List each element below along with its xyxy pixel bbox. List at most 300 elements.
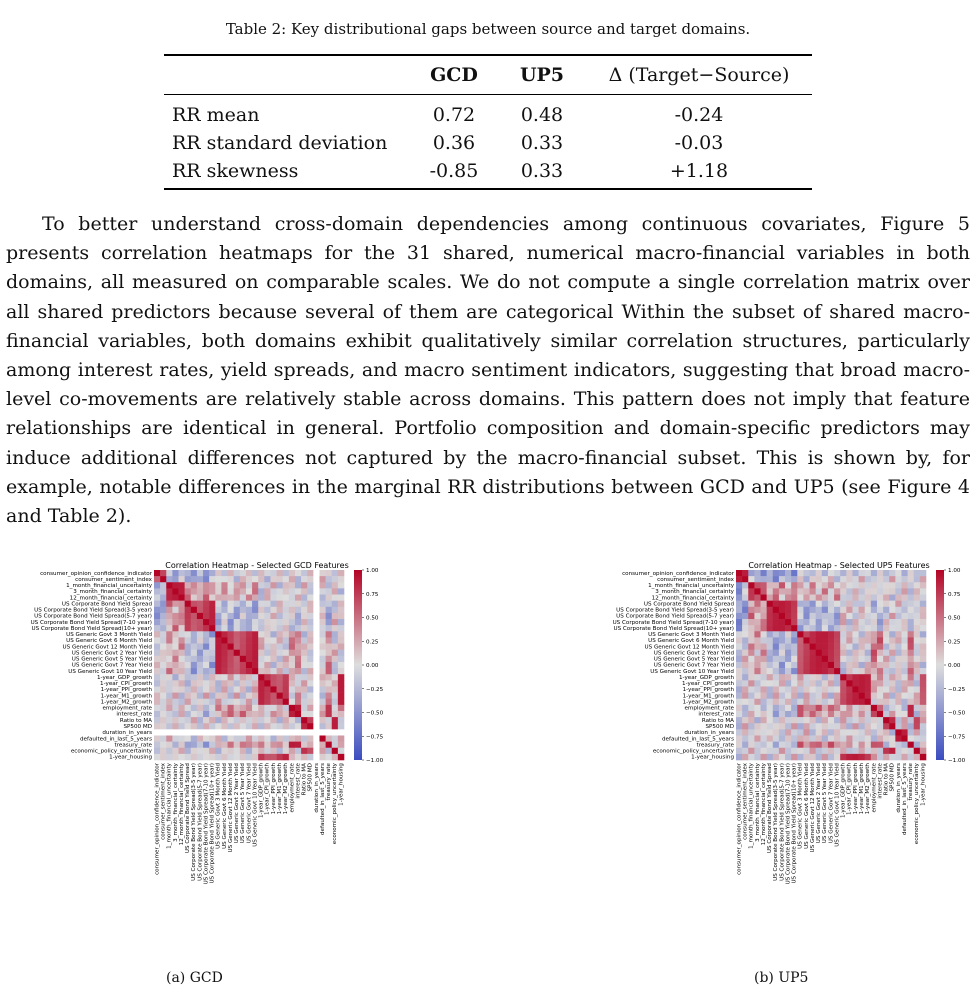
heatmap-cell — [179, 576, 185, 582]
heatmap-cell — [840, 723, 846, 729]
heatmap-cell — [828, 742, 834, 748]
heatmap-cell — [748, 686, 754, 692]
heatmap-cell — [779, 631, 785, 637]
heatmap-cell — [240, 711, 246, 717]
heatmap-cell — [240, 754, 246, 760]
heatmap-cell — [803, 631, 809, 637]
heatmap-cell — [234, 582, 240, 588]
heatmap-cell — [289, 607, 295, 613]
heatmap-cell — [264, 742, 270, 748]
heatmap-cell — [736, 625, 742, 631]
heatmap-cell — [865, 699, 871, 705]
heatmap-cell — [289, 705, 295, 711]
heatmap-cell — [754, 582, 760, 588]
heatmap-cell — [295, 588, 301, 594]
heatmap-row-label: US Generic Govt 12 Month Yield — [62, 644, 152, 651]
heatmap-cell — [859, 582, 865, 588]
heatmap-cell — [877, 662, 883, 668]
heatmap-cell — [264, 613, 270, 619]
heatmap-cell — [209, 674, 215, 680]
heatmap-cell — [908, 637, 914, 643]
heatmap-cell — [240, 613, 246, 619]
heatmap-cell — [319, 656, 325, 662]
heatmap-cell — [252, 748, 258, 754]
heatmap-cell — [326, 637, 332, 643]
heatmap-cell — [240, 637, 246, 643]
heatmap-cell — [289, 588, 295, 594]
heatmap-cell — [270, 754, 276, 760]
heatmap-cell — [742, 693, 748, 699]
heatmap-cell — [289, 680, 295, 686]
heatmap-cell — [828, 705, 834, 711]
heatmap-cell — [179, 699, 185, 705]
heatmap-cell — [319, 705, 325, 711]
heatmap-cell — [736, 723, 742, 729]
heatmap-cell — [307, 693, 313, 699]
heatmap-cell — [197, 680, 203, 686]
heatmap-cell — [791, 742, 797, 748]
heatmap-cell — [215, 613, 221, 619]
heatmap-cell — [883, 674, 889, 680]
heatmap-cell — [797, 588, 803, 594]
heatmap-cell — [810, 637, 816, 643]
heatmap-cell — [326, 588, 332, 594]
heatmap-cell — [736, 705, 742, 711]
heatmap-cell — [883, 644, 889, 650]
heatmap-cell — [252, 637, 258, 643]
heatmap-cell — [301, 631, 307, 637]
heatmap-cell — [810, 748, 816, 754]
heatmap-cell — [908, 656, 914, 662]
heatmap-cell — [295, 680, 301, 686]
heatmap-cell — [846, 668, 852, 674]
heatmap-cell — [301, 607, 307, 613]
heatmap-cell — [748, 742, 754, 748]
heatmap-cell — [828, 595, 834, 601]
heatmap-cell — [313, 723, 319, 729]
heatmap-cell — [289, 644, 295, 650]
heatmap-cell — [270, 729, 276, 735]
heatmap-cell — [270, 613, 276, 619]
heatmap-cell — [203, 595, 209, 601]
heatmap-cell — [803, 742, 809, 748]
heatmap-cell — [736, 619, 742, 625]
heatmap-cell — [840, 748, 846, 754]
heatmap-cell — [791, 699, 797, 705]
heatmap-cell — [877, 742, 883, 748]
heatmap-cell — [895, 686, 901, 692]
heatmap-cell — [877, 601, 883, 607]
heatmap-col-label: SP500 MD — [889, 763, 896, 792]
heatmap-col-label: US Generic Govt 6 Month Yield — [803, 763, 810, 849]
heatmap-cell — [332, 644, 338, 650]
heatmap-cell — [283, 754, 289, 760]
heatmap-cell — [221, 693, 227, 699]
heatmap-cell — [767, 601, 773, 607]
heatmap-cell — [908, 601, 914, 607]
heatmap-cell — [332, 662, 338, 668]
heatmap-cell — [160, 729, 166, 735]
heatmap-cell — [761, 680, 767, 686]
heatmap-cell — [307, 686, 313, 692]
heatmap-cell — [791, 705, 797, 711]
heatmap-cell — [816, 570, 822, 576]
heatmap-cell — [803, 595, 809, 601]
heatmap-cell — [252, 711, 258, 717]
heatmap-cell — [313, 644, 319, 650]
heatmap-cell — [277, 613, 283, 619]
heatmap-cell — [859, 631, 865, 637]
heatmap-cell — [252, 729, 258, 735]
heatmap-cell — [209, 619, 215, 625]
heatmap-cell — [852, 625, 858, 631]
heatmap-col-label: 1-year_CPI_growth — [264, 763, 271, 815]
heatmap-cell — [736, 631, 742, 637]
heatmap-cell — [234, 637, 240, 643]
heatmap-cell — [920, 619, 926, 625]
heatmap-cell — [736, 601, 742, 607]
heatmap-cell — [810, 601, 816, 607]
heatmap-cell — [283, 582, 289, 588]
table-header-up5: UP5 — [519, 64, 565, 86]
heatmap-cell — [307, 711, 313, 717]
heatmap-cell — [332, 693, 338, 699]
heatmap-cell — [301, 742, 307, 748]
heatmap-cell — [840, 662, 846, 668]
heatmap-cell — [221, 650, 227, 656]
heatmap-cell — [215, 711, 221, 717]
heatmap-cell — [197, 662, 203, 668]
heatmap-cell — [179, 607, 185, 613]
heatmap-cell — [822, 711, 828, 717]
heatmap-cell — [754, 748, 760, 754]
heatmap-cell — [797, 570, 803, 576]
heatmap-cell — [834, 607, 840, 613]
heatmap-cell — [791, 650, 797, 656]
heatmap-cell — [785, 656, 791, 662]
heatmap-cell — [264, 717, 270, 723]
heatmap-cell — [332, 735, 338, 741]
heatmap-cell — [240, 656, 246, 662]
heatmap-cell — [209, 705, 215, 711]
heatmap-cell — [859, 595, 865, 601]
heatmap-cell — [185, 729, 191, 735]
heatmap-cell — [754, 644, 760, 650]
heatmap-cell — [797, 680, 803, 686]
heatmap-cell — [258, 717, 264, 723]
heatmap-cell — [154, 650, 160, 656]
heatmap-row-label: US Generic Govt 3 Month Yield — [66, 632, 152, 639]
heatmap-cell — [785, 588, 791, 594]
heatmap-cell — [283, 662, 289, 668]
heatmap-cell — [215, 570, 221, 576]
heatmap-cell — [859, 711, 865, 717]
table-cell: 0.33 — [520, 132, 564, 154]
heatmap-cell — [185, 668, 191, 674]
heatmap-cell — [810, 686, 816, 692]
heatmap-cell — [901, 748, 907, 754]
heatmap-cell — [209, 723, 215, 729]
heatmap-cell — [828, 717, 834, 723]
heatmap-cell — [179, 650, 185, 656]
heatmap-cell — [767, 680, 773, 686]
heatmap-row-label: interest_rate — [698, 711, 734, 718]
heatmap-cell — [889, 662, 895, 668]
heatmap-cell — [901, 625, 907, 631]
heatmap-cell — [252, 705, 258, 711]
heatmap-cell — [773, 625, 779, 631]
distribution-gap-table — [164, 54, 812, 190]
heatmap-cell — [773, 754, 779, 760]
heatmap-cell — [319, 601, 325, 607]
heatmap-cell — [785, 705, 791, 711]
heatmap-cell — [901, 644, 907, 650]
heatmap-cell — [908, 680, 914, 686]
heatmap-cell — [289, 723, 295, 729]
heatmap-cell — [754, 693, 760, 699]
heatmap-cell — [160, 601, 166, 607]
heatmap-cell — [319, 693, 325, 699]
heatmap-cell — [828, 601, 834, 607]
heatmap-cell — [228, 582, 234, 588]
heatmap-cell — [203, 723, 209, 729]
heatmap-cell — [246, 570, 252, 576]
heatmap-cell — [197, 742, 203, 748]
heatmap-row-label: US Generic Govt 5 Year Yield — [653, 656, 734, 663]
heatmap-cell — [246, 674, 252, 680]
heatmap-cell — [883, 723, 889, 729]
heatmap-cell — [908, 723, 914, 729]
heatmap-cell — [332, 717, 338, 723]
colorbar — [354, 570, 362, 760]
heatmap-cell — [883, 613, 889, 619]
heatmap-cell — [246, 711, 252, 717]
heatmap-col-label: US Generic Govt 10 Year Yield — [252, 763, 259, 847]
heatmap-cell — [828, 748, 834, 754]
heatmap-cell — [828, 631, 834, 637]
heatmap-cell — [326, 570, 332, 576]
heatmap-cell — [264, 601, 270, 607]
heatmap-cell — [277, 644, 283, 650]
heatmap-cell — [865, 674, 871, 680]
heatmap-cell — [270, 582, 276, 588]
heatmap-cell — [203, 570, 209, 576]
heatmap-cell — [221, 686, 227, 692]
heatmap-cell — [209, 729, 215, 735]
heatmap-cell — [307, 735, 313, 741]
heatmap-cell — [779, 607, 785, 613]
heatmap-cell — [191, 570, 197, 576]
heatmap-cell — [852, 613, 858, 619]
heatmap-cell — [883, 619, 889, 625]
heatmap-cell — [160, 717, 166, 723]
heatmap-row-label: US Generic Govt 6 Month Yield — [66, 638, 152, 645]
heatmap-cell — [852, 674, 858, 680]
heatmap-cell — [270, 637, 276, 643]
heatmap-cell — [319, 631, 325, 637]
heatmap-cell — [197, 588, 203, 594]
heatmap-cell — [859, 619, 865, 625]
heatmap-cell — [852, 693, 858, 699]
heatmap-cell — [295, 693, 301, 699]
heatmap-cell — [240, 729, 246, 735]
heatmap-cell — [797, 735, 803, 741]
heatmap-cell — [791, 625, 797, 631]
heatmap-cell — [779, 662, 785, 668]
heatmap-cell — [889, 650, 895, 656]
heatmap-cell — [742, 711, 748, 717]
heatmap-cell — [301, 619, 307, 625]
heatmap-cell — [840, 613, 846, 619]
heatmap-cell — [895, 668, 901, 674]
heatmap-cell — [791, 619, 797, 625]
heatmap-cell — [338, 619, 344, 625]
heatmap-cell — [277, 705, 283, 711]
heatmap-cell — [859, 644, 865, 650]
heatmap-cell — [767, 686, 773, 692]
heatmap-cell — [816, 607, 822, 613]
heatmap-cell — [295, 650, 301, 656]
heatmap-cell — [901, 637, 907, 643]
heatmap-cell — [172, 680, 178, 686]
heatmap-cell — [191, 717, 197, 723]
heatmap-cell — [852, 729, 858, 735]
heatmap-col-label: 1-year_GDP_growth — [258, 763, 265, 819]
heatmap-cell — [840, 650, 846, 656]
heatmap-cell — [767, 662, 773, 668]
heatmap-cell — [215, 631, 221, 637]
heatmap-cell — [326, 576, 332, 582]
heatmap-cell — [871, 735, 877, 741]
heatmap-cell — [761, 754, 767, 760]
heatmap-cell — [748, 607, 754, 613]
heatmap-cell — [803, 650, 809, 656]
heatmap-cell — [197, 625, 203, 631]
heatmap-col-label: US Generic Govt 12 Month Yield — [227, 763, 234, 853]
heatmap-cell — [313, 588, 319, 594]
heatmap-col-label: US Generic Govt 7 Year Yield — [246, 763, 253, 844]
heatmap-cell — [154, 705, 160, 711]
heatmap-cell — [179, 637, 185, 643]
heatmap-cell — [166, 607, 172, 613]
heatmap-cell — [859, 674, 865, 680]
heatmap-cell — [332, 570, 338, 576]
heatmap-cell — [773, 662, 779, 668]
heatmap-cell — [197, 595, 203, 601]
heatmap-cell — [920, 742, 926, 748]
heatmap-cell — [822, 717, 828, 723]
heatmap-cell — [185, 601, 191, 607]
table-row — [164, 95, 812, 130]
heatmap-cell — [901, 717, 907, 723]
heatmap-col-label: US Corporate Bond Yield Spread(5-7 year) — [779, 763, 786, 881]
heatmap-cell — [313, 576, 319, 582]
heatmap-cell — [154, 693, 160, 699]
heatmap-cell — [326, 705, 332, 711]
heatmap-cell — [154, 674, 160, 680]
heatmap-cell — [810, 656, 816, 662]
heatmap-cell — [228, 595, 234, 601]
heatmap-cell — [803, 686, 809, 692]
heatmap-cell — [736, 607, 742, 613]
heatmap-cell — [822, 705, 828, 711]
heatmap-cell — [742, 735, 748, 741]
heatmap-cell — [215, 699, 221, 705]
heatmap-cell — [767, 742, 773, 748]
heatmap-cell — [154, 686, 160, 692]
heatmap-cell — [185, 748, 191, 754]
colorbar-tick-label: 1.00 — [948, 568, 961, 574]
heatmap-cell — [252, 742, 258, 748]
heatmap-cell — [283, 595, 289, 601]
heatmap-cell — [889, 754, 895, 760]
heatmap-cell — [895, 705, 901, 711]
heatmap-cell — [914, 625, 920, 631]
heatmap-cell — [185, 644, 191, 650]
heatmap-cell — [785, 754, 791, 760]
heatmap-col-label: 1-year_M2_growth — [283, 763, 290, 815]
heatmap-cell — [846, 650, 852, 656]
heatmap-cell — [228, 680, 234, 686]
heatmap-cell — [779, 637, 785, 643]
heatmap-cell — [914, 717, 920, 723]
heatmap-cell — [301, 576, 307, 582]
heatmap-cell — [228, 754, 234, 760]
heatmap-cell — [883, 662, 889, 668]
heatmap-cell — [307, 582, 313, 588]
heatmap-col-label: 1-year_housing — [920, 763, 927, 806]
heatmap-cell — [871, 674, 877, 680]
heatmap-cell — [307, 595, 313, 601]
heatmap-col-label: 12_month_financial_certainty — [760, 763, 767, 846]
heatmap-cell — [859, 570, 865, 576]
heatmap-cell — [160, 576, 166, 582]
heatmap-cell — [816, 588, 822, 594]
heatmap-cell — [221, 748, 227, 754]
heatmap-cell — [889, 717, 895, 723]
heatmap-cell — [203, 576, 209, 582]
heatmap-cell — [871, 729, 877, 735]
heatmap-cell — [865, 711, 871, 717]
heatmap-cell — [877, 754, 883, 760]
heatmap-cell — [816, 595, 822, 601]
heatmap-cell — [822, 570, 828, 576]
heatmap-cell — [865, 570, 871, 576]
heatmap-cell — [834, 686, 840, 692]
heatmap-cell — [319, 607, 325, 613]
heatmap-cell — [871, 754, 877, 760]
heatmap-cell — [920, 729, 926, 735]
heatmap-cells — [736, 570, 926, 760]
heatmap-cell — [160, 748, 166, 754]
heatmap-cell — [185, 582, 191, 588]
heatmap-cell — [179, 729, 185, 735]
table-cell: RR standard deviation — [172, 132, 388, 154]
heatmap-cell — [895, 613, 901, 619]
heatmap-cell — [871, 680, 877, 686]
heatmap-cell — [215, 588, 221, 594]
heatmap-cell — [785, 735, 791, 741]
heatmap-cell — [338, 595, 344, 601]
heatmap-cell — [834, 742, 840, 748]
heatmap-cell — [901, 570, 907, 576]
heatmap-cell — [154, 668, 160, 674]
heatmap-cell — [264, 637, 270, 643]
heatmap-cell — [240, 625, 246, 631]
heatmap-cell — [209, 668, 215, 674]
heatmap-cell — [264, 754, 270, 760]
heatmap-cell — [283, 668, 289, 674]
